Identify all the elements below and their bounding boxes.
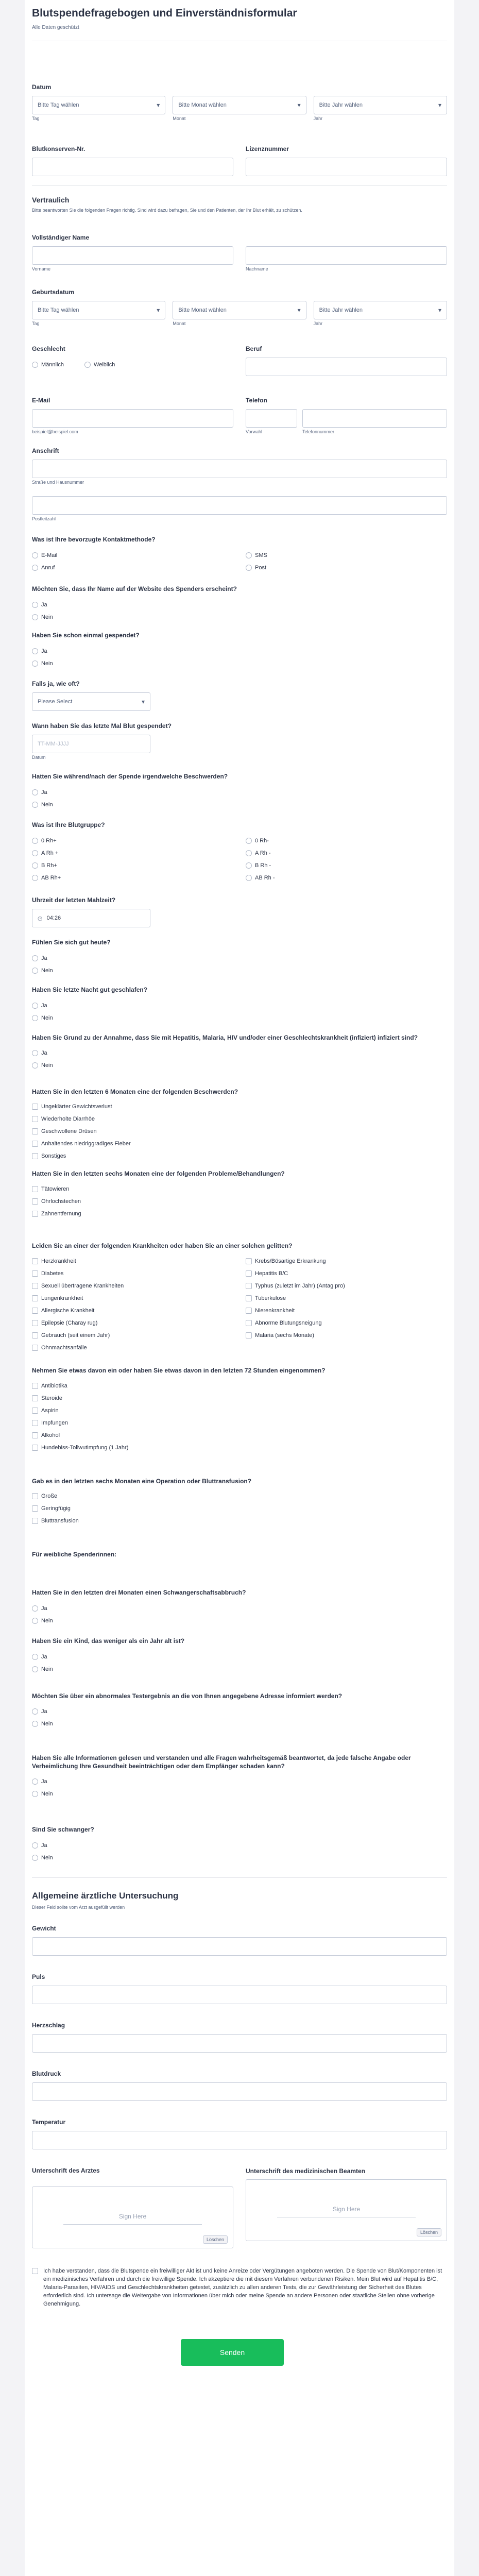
female-section-title: Für weibliche Spenderinnen: [32, 1551, 117, 1558]
disease-checkbox[interactable]: Diabetes [32, 1268, 233, 1279]
med-checkbox[interactable]: Aspirin [32, 1405, 447, 1416]
donated-yes-radio[interactable]: Ja [32, 646, 447, 656]
symptom-checkbox[interactable]: Ungeklärter Gewichtsverlust [32, 1101, 447, 1112]
healthy-no-radio[interactable]: Nein [32, 965, 447, 976]
times-select[interactable]: Please Select ▾ [32, 692, 150, 711]
disease-checkbox[interactable]: Lungenkrankheit [32, 1293, 233, 1303]
understood-yes-radio[interactable]: Ja [32, 1776, 447, 1787]
procedures-label: Hatten Sie in den letzten sechs Monaten eine der folgenden Probleme/Behandlungen? [32, 1170, 285, 1177]
contact-sms-radio[interactable]: SMS [246, 550, 447, 561]
disease-checkbox[interactable]: Malaria (sechs Monate) [246, 1330, 447, 1341]
address-field [32, 447, 447, 521]
abortion-yes-radio[interactable]: Ja [32, 1603, 447, 1614]
heartrate-field [32, 2022, 447, 2053]
date-day-sublabel: Tag [32, 116, 40, 121]
address-street-input[interactable] [32, 460, 447, 478]
symptom-checkbox[interactable]: Geschwollene Drüsen [32, 1126, 447, 1137]
bp-field [32, 2070, 447, 2101]
birth-month-sublabel: Monat [173, 321, 186, 326]
birth-day-select[interactable]: Bitte Tag wählen ▾ [32, 301, 165, 319]
pregnant-field [32, 1826, 447, 1863]
pulse-label: Puls [32, 1973, 45, 1980]
child-field [32, 1637, 447, 1674]
form-subtitle: Alle Daten geschützt [32, 25, 79, 30]
bloodgroup-radio[interactable]: 0 Rh+ [32, 836, 233, 846]
last-donate-input[interactable]: TT-MM-JJJJ [32, 735, 150, 753]
birth-year-select[interactable]: Bitte Jahr wählen ▾ [314, 301, 447, 319]
contact-label: Was ist Ihre bevorzugte Kontaktmethode? [32, 536, 156, 543]
meds-label: Nehmen Sie etwas davon ein oder haben Sie etwas davon in den letzten 72 Stunden eingenommen? [32, 1367, 326, 1374]
abortion-label: Hatten Sie in den letzten drei Monaten einen Schwangerschaftsabbruch? [32, 1589, 246, 1596]
bloodgroup-radio[interactable]: A Rh - [246, 848, 447, 858]
donor-license-row [32, 145, 447, 176]
procedures-field [32, 1170, 447, 1219]
reason-no-radio[interactable]: Nein [32, 1060, 447, 1071]
bp-label: Blutdruck [32, 2070, 61, 2077]
understood-label: Haben Sie alle Informationen gelesen und verstanden und alle Fragen wahrheitsgemäß beantwortet, da jede falsche Angabe oder Verheimlichung Ihre Gesundheit beeinträchtigen oder dem Empfänger schaden kann? [32, 1754, 411, 1770]
license-nr-label: Lizenznummer [246, 145, 289, 152]
website-field [32, 585, 447, 622]
meal-field [32, 896, 447, 927]
form-card [25, 0, 454, 2576]
abortion-field [32, 1589, 447, 1626]
abortion-no-radio[interactable]: Nein [32, 1616, 447, 1626]
disease-checkbox[interactable]: Tuberkulose [246, 1293, 447, 1303]
contact-post-radio[interactable]: Post [246, 563, 447, 573]
phone-number-input[interactable] [302, 409, 447, 428]
med-checkbox[interactable]: Antibiotika [32, 1381, 447, 1391]
last-donate-field [32, 722, 447, 760]
last-name-input[interactable] [246, 246, 447, 265]
sign-line [63, 2224, 202, 2225]
med-checkbox[interactable]: Impfungen [32, 1418, 447, 1428]
procedure-checkbox[interactable]: Zahnentfernung [32, 1209, 447, 1219]
exam-section [32, 1891, 447, 1911]
sig-officer-label: Unterschrift des medizinischen Beamten [246, 2167, 366, 2175]
complaints-no-radio[interactable]: Nein [32, 800, 447, 810]
contact-call-radio[interactable]: Anruf [32, 563, 233, 573]
confidential-section [32, 196, 447, 214]
birth-day-sublabel: Tag [32, 321, 40, 326]
complaints-yes-radio[interactable]: Ja [32, 787, 447, 798]
website-label: Möchten Sie, dass Ihr Name auf der Website des Spenders erscheint? [32, 585, 237, 592]
email-label: E-Mail [32, 397, 50, 404]
disease-checkbox[interactable]: Ohnmachtsanfälle [32, 1343, 233, 1353]
complaints-field [32, 773, 447, 810]
donated-label: Haben Sie schon einmal gespendet? [32, 632, 140, 639]
date-year-select[interactable]: Bitte Jahr wählen ▾ [314, 96, 447, 114]
meds-field [32, 1366, 447, 1453]
pregnant-yes-radio[interactable]: Ja [32, 1840, 447, 1851]
disease-checkbox[interactable]: Gebrauch (seit einem Jahr) [32, 1330, 233, 1341]
divider [32, 185, 447, 186]
website-yes-radio[interactable]: Ja [32, 600, 447, 610]
date-month-sublabel: Monat [173, 116, 186, 121]
donor-nr-label: Blutkonserven-Nr. [32, 145, 85, 152]
sleep-yes-radio[interactable]: Ja [32, 1001, 447, 1011]
sleep-label: Haben Sie letzte Nacht gut geschlafen? [32, 986, 148, 993]
pregnant-label: Sind Sie schwanger? [32, 1826, 94, 1833]
date-label: Datum [32, 83, 52, 91]
heartrate-label: Herzschlag [32, 2022, 65, 2029]
procedure-checkbox[interactable]: Tätowieren [32, 1184, 447, 1194]
symptoms-field [32, 1088, 447, 1161]
procedure-checkbox[interactable]: Ohrlochstechen [32, 1196, 447, 1207]
contact-email-radio[interactable]: E-Mail [32, 550, 233, 561]
phone-number-sublabel: Telefonnummer [302, 429, 335, 434]
bloodgroup-field [32, 821, 447, 883]
exam-desc: Dieser Feld sollte vom Arzt ausgefüllt werden [32, 1905, 125, 1910]
symptom-checkbox[interactable]: Wiederholte Diarrhöe [32, 1114, 447, 1124]
complaints-label: Hatten Sie während/nach der Spende irgendwelche Beschwerden? [32, 773, 228, 780]
clear-button[interactable]: Löschen [417, 2228, 441, 2236]
submit-button[interactable]: Senden [181, 2339, 284, 2366]
temp-field [32, 2119, 447, 2149]
birth-month-select[interactable]: Bitte Monat wählen ▾ [173, 301, 306, 319]
bloodgroup-radio[interactable]: AB Rh+ [32, 873, 233, 883]
understood-field [32, 1754, 447, 1799]
last-name-sublabel: Nachname [246, 266, 268, 272]
disease-label: Leiden Sie an einer der folgenden Krankheiten oder haben Sie an einer solchen gelitten? [32, 1242, 293, 1249]
healthy-field [32, 939, 447, 976]
sig-doctor-label: Unterschrift des Arztes [32, 2167, 100, 2174]
med-checkbox[interactable]: Steroide [32, 1393, 447, 1403]
bp-input[interactable] [32, 2082, 447, 2101]
fullname-field [32, 234, 447, 272]
first-name-input[interactable] [32, 246, 233, 265]
signatures-row [32, 2167, 447, 2248]
child-yes-radio[interactable]: Ja [32, 1652, 447, 1662]
bloodgroup-radio[interactable]: 0 Rh- [246, 836, 447, 846]
meal-label: Uhrzeit der letzten Mahlzeit? [32, 896, 116, 904]
temp-input[interactable] [32, 2131, 447, 2149]
bloodgroup-label: Was ist Ihre Blutgruppe? [32, 821, 105, 828]
email-input[interactable] [32, 409, 233, 428]
symptom-checkbox[interactable]: Sonstiges [32, 1151, 447, 1161]
phone-label: Telefon [246, 397, 267, 404]
phone-area-sublabel: Vorwahl [246, 429, 263, 434]
gender-female-radio[interactable]: Weiblich [84, 360, 115, 370]
disease-checkbox[interactable]: Allergische Krankheit [32, 1306, 233, 1316]
confidential-desc: Bitte beantworten Sie die folgenden Fragen richtig. Sind wird dazu befragen, Sie und den Patienten, der Ihr Blut erhält, zu schützen. [32, 208, 302, 213]
disease-checkbox[interactable]: Sexuell übertragene Krankheiten [32, 1281, 233, 1291]
donor-nr-input[interactable] [32, 158, 233, 176]
clock-icon: ◷ [38, 915, 43, 922]
healthy-label: Fühlen Sie sich gut heute? [32, 939, 111, 946]
times-field [32, 680, 447, 711]
address-street-sublabel: Straße und Hausnummer [32, 480, 84, 485]
pulse-field [32, 1973, 447, 2004]
donated-no-radio[interactable]: Nein [32, 658, 447, 669]
contact-field [32, 536, 447, 573]
disease-checkbox[interactable]: Nierenkrankheit [246, 1306, 447, 1316]
birth-year-sublabel: Jahr [313, 321, 323, 326]
sign-here-text: Sign Here [332, 2206, 361, 2213]
bloodgroup-radio[interactable]: B Rh - [246, 860, 447, 871]
fullname-label: Vollständiger Name [32, 234, 90, 241]
reason-field [32, 1033, 447, 1071]
surgery-checkbox[interactable]: Bluttransfusion [32, 1516, 447, 1526]
understood-no-radio[interactable]: Nein [32, 1789, 447, 1799]
form-title: Blutspendefragebogen und Einverständnisformular [32, 7, 297, 19]
healthy-yes-radio[interactable]: Ja [32, 953, 447, 963]
med-checkbox[interactable]: Hundebiss-Tollwutimpfung (1 Jahr) [32, 1443, 447, 1453]
last-donate-label: Wann haben Sie das letzte Mal Blut gespendet? [32, 722, 172, 730]
license-nr-input[interactable] [246, 158, 447, 176]
surgery-label: Gab es in den letzten sechs Monaten eine Operation oder Bluttransfusion? [32, 1478, 252, 1485]
pulse-input[interactable] [32, 1986, 447, 2004]
date-day-select[interactable]: Bitte Tag wählen ▾ [32, 96, 165, 114]
disease-checkbox[interactable]: Hepatitis B/C [246, 1268, 447, 1279]
date-month-select[interactable]: Bitte Monat wählen ▾ [173, 96, 306, 114]
address-zip-input[interactable] [32, 496, 447, 515]
heartrate-input[interactable] [32, 2034, 447, 2053]
consent-field [32, 2267, 447, 2308]
confidential-title: Vertraulich [32, 196, 70, 204]
sleep-field [32, 986, 447, 1023]
test-label: Möchten Sie über ein abnormales Testergebnis an die von Ihnen angegebene Adresse informiert werden? [32, 1692, 343, 1700]
surgery-checkbox[interactable]: Geringfügig [32, 1503, 447, 1514]
symptoms-label: Hatten Sie in den letzten 6 Monaten eine der folgenden Beschwerden? [32, 1088, 238, 1095]
child-label: Haben Sie ein Kind, das weniger als ein Jahr alt ist? [32, 1637, 185, 1645]
address-zip-sublabel: Postleitzahl [32, 516, 56, 521]
med-checkbox[interactable]: Alkohol [32, 1430, 447, 1440]
test-no-radio[interactable]: Nein [32, 1719, 447, 1729]
divider [32, 1877, 447, 1878]
email-sublabel: beispiel@beispiel.com [32, 429, 78, 434]
disease-field [32, 1242, 447, 1353]
gender-male-radio[interactable]: Männlich [32, 360, 64, 370]
donated-field [32, 632, 447, 669]
disease-checkbox[interactable]: Herzkrankheit [32, 1256, 233, 1266]
disease-checkbox[interactable]: Abnorme Blutungsneigung [246, 1318, 447, 1328]
surgery-checkbox[interactable]: Große [32, 1491, 447, 1501]
reason-yes-radio[interactable]: Ja [32, 1048, 447, 1058]
sig-officer-pad[interactable] [246, 2179, 447, 2241]
test-field [32, 1692, 447, 1729]
weight-field [32, 1925, 447, 1956]
temp-label: Temperatur [32, 2119, 66, 2126]
reason-label: Haben Sie Grund zu der Annahme, dass Sie mit Hepatitis, Malaria, HIV und/oder einer Geschlechtskrankheit (infiziert) infiziert sind? [32, 1034, 418, 1041]
sig-doctor-pad[interactable] [32, 2187, 233, 2248]
job-label: Beruf [246, 345, 262, 352]
test-yes-radio[interactable]: Ja [32, 1706, 447, 1717]
birth-label: Geburtsdatum [32, 289, 75, 296]
address-label: Anschrift [32, 447, 59, 454]
times-label: Falls ja, wie oft? [32, 680, 80, 687]
pregnant-no-radio[interactable]: Nein [32, 1853, 447, 1863]
weight-input[interactable] [32, 1937, 447, 1956]
gender-label: Geschlecht [32, 345, 65, 352]
child-no-radio[interactable]: Nein [32, 1664, 447, 1674]
weight-label: Gewicht [32, 1925, 56, 1932]
date-field [32, 83, 447, 121]
disease-checkbox[interactable]: Krebs/Bösartige Erkrankung [246, 1256, 447, 1266]
bloodgroup-radio[interactable]: B Rh+ [32, 860, 233, 871]
last-donate-sublabel: Datum [32, 755, 46, 760]
consent-text: Ich habe verstanden, dass die Blutspende ein freiwilliger Akt ist und keine Anreize oder Vergütungen angeboten werden. Die Spende von Blut/Komponenten ist ein medizinisches Verfahren und durch die freiwillige Spende. Ich akzeptiere die mit diesem Verfahren verbundenen Risiken. Mein Blut wird auf Hepatitis B/C, Malaria-Parasiten, HIV/AIDS und Geschlechtskrankheiten getestet, zusätzlich zu allen anderen Tests, die zur Gewährleistung der Sicherheit des Blutes erforderlich sind. Ich untersage die Weitergabe von Informationen über mich oder meine Spende an andere Personen oder staatliche Stellen ohne vorherige Genehmigung. [43, 2268, 442, 2307]
meal-time-input[interactable]: ◷ 04:26 [32, 909, 150, 927]
birth-field [32, 289, 447, 326]
date-year-sublabel: Jahr [313, 116, 323, 121]
exam-title: Allgemeine ärztliche Untersuchung [32, 1891, 179, 1901]
sleep-no-radio[interactable]: Nein [32, 1013, 447, 1023]
bloodgroup-radio[interactable]: AB Rh - [246, 873, 447, 883]
phone-area-input[interactable] [246, 409, 297, 428]
email-phone-row [32, 397, 447, 434]
disease-checkbox[interactable]: Epilepsie (Charay rug) [32, 1318, 233, 1328]
form-header [32, 0, 447, 41]
disease-checkbox[interactable]: Typhus (zuletzt im Jahr) (Antag pro) [246, 1281, 447, 1291]
sign-here-text: Sign Here [118, 2213, 147, 2220]
bloodgroup-radio[interactable]: A Rh + [32, 848, 233, 858]
gender-job-row [32, 345, 447, 376]
surgery-field [32, 1478, 447, 1526]
job-input[interactable] [246, 358, 447, 376]
first-name-sublabel: Vorname [32, 266, 51, 272]
clear-button[interactable]: Löschen [203, 2235, 228, 2244]
consent-checkbox[interactable] [32, 2268, 38, 2274]
website-no-radio[interactable]: Nein [32, 612, 447, 622]
symptom-checkbox[interactable]: Anhaltendes niedriggradiges Fieber [32, 1139, 447, 1149]
